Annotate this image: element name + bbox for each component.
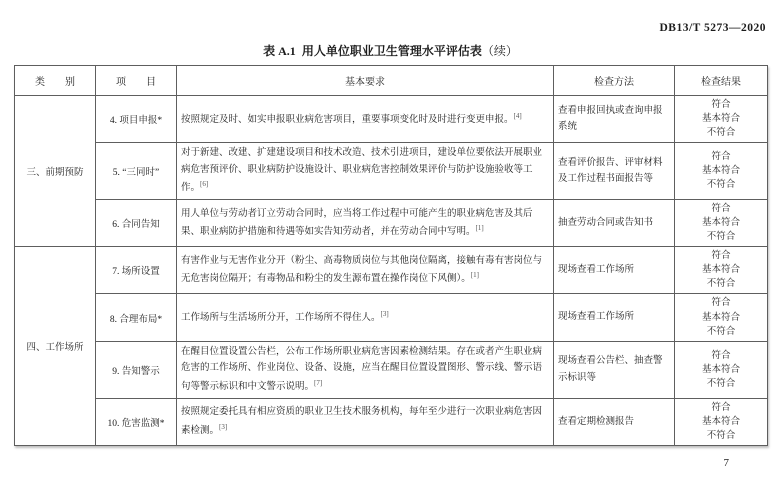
requirement-cell	[177, 341, 554, 398]
requirement-text: 有害作业与无害作业分开（粉尘、高毒物质岗位与其他岗位隔离，接触有毒有害岗位与无危害岗位隔开；有毒物品和粉尘的发生源布置在操作岗位下风侧）。	[181, 255, 543, 285]
method-cell: 查看定期检测报告	[554, 398, 675, 445]
item-cell: 10. 危害监测*	[96, 398, 177, 445]
result-option: 不符合	[706, 378, 736, 389]
page-number: 7	[723, 457, 729, 469]
result-option: 基本符合	[701, 312, 740, 323]
method-cell: 查看申报回执或查询申报系统	[554, 96, 675, 143]
result-cell	[675, 96, 768, 143]
requirement-text: 在醒目位置设置公告栏，公布工作场所职业病危害因素检测结果。存在或者产生职业病危害的工作场所、作业岗位、设备、设施，应当在醒目位置设置图形、警示线、警示语句等警示标识和中文警示说明。	[181, 346, 543, 392]
result-cell	[675, 200, 768, 247]
method-cell: 抽查劳动合同或告知书	[554, 200, 675, 247]
footnote-ref: [7]	[314, 378, 323, 387]
requirement-cell	[177, 247, 554, 294]
table-row	[15, 398, 768, 445]
table-title-suffix: （续）	[481, 44, 518, 58]
requirement-cell	[177, 96, 554, 143]
result-option: 不符合	[706, 430, 736, 441]
item-cell: 4. 项目申报*	[96, 96, 177, 143]
result-option: 符合	[711, 402, 731, 413]
result-option: 基本符合	[701, 166, 740, 177]
result-cell	[675, 341, 768, 398]
result-option: 不符合	[706, 128, 736, 139]
table-row	[15, 247, 768, 294]
requirement-text: 按照规定及时、如实申报职业病危害项目，重要事项变化时及时进行变更申报。	[181, 114, 514, 125]
requirement-cell	[177, 294, 554, 341]
method-cell: 现场查看公告栏、抽查警示标识等	[554, 341, 675, 398]
result-cell	[675, 143, 768, 200]
requirement-cell	[177, 398, 554, 445]
result-cell	[675, 398, 768, 445]
result-option: 符合	[711, 100, 731, 110]
footnote-ref: [4]	[513, 111, 522, 120]
table-header-row	[15, 66, 768, 96]
requirement-cell	[177, 143, 554, 200]
result-option: 符合	[711, 251, 731, 262]
footnote-ref: [6]	[200, 180, 209, 189]
result-option: 不符合	[706, 180, 736, 191]
requirement-cell	[177, 200, 554, 247]
header-category: 类 别	[15, 66, 96, 96]
footnote-ref: [1]	[475, 224, 484, 233]
requirement-text: 工作场所与生活场所分开，工作场所不得住人。	[181, 313, 381, 324]
result-option: 符合	[711, 298, 731, 309]
item-cell: 7. 场所设置	[96, 247, 177, 294]
item-cell: 8. 合理布局*	[96, 294, 177, 341]
table-title-main: 用人单位职业卫生管理水平评估表	[301, 44, 482, 58]
header-requirement: 基本要求	[177, 66, 554, 96]
result-option: 基本符合	[701, 416, 740, 427]
evaluation-table	[14, 65, 768, 446]
table-row	[15, 96, 768, 143]
header-result: 检查结果	[675, 66, 768, 96]
result-option: 基本符合	[701, 114, 740, 125]
result-cell	[675, 247, 768, 294]
result-cell	[675, 294, 768, 341]
item-cell: 6. 合同告知	[96, 200, 177, 247]
result-option: 符合	[711, 350, 731, 361]
requirement-text: 用人单位与劳动者订立劳动合同时，应当将工作过程中可能产生的职业病危害及其后果、职业病防护措施和待遇等如实告知劳动者，并在劳动合同中写明。	[181, 208, 533, 238]
item-cell: 5. “三同时”	[96, 143, 177, 200]
table-row	[15, 294, 768, 341]
table-row	[15, 341, 768, 398]
eval-table-body	[15, 96, 768, 446]
result-option: 不符合	[706, 279, 736, 290]
table-title-label: 表 A.1	[263, 44, 296, 58]
result-option: 基本符合	[701, 364, 740, 375]
method-cell: 现场查看工作场所	[554, 247, 675, 294]
result-option: 不符合	[706, 232, 736, 243]
method-cell: 现场查看工作场所	[554, 294, 675, 341]
result-option: 基本符合	[701, 265, 740, 276]
table-row	[15, 200, 768, 247]
result-option: 不符合	[706, 326, 736, 337]
item-cell: 9. 告知警示	[96, 341, 177, 398]
footnote-ref: [1]	[470, 271, 479, 280]
method-cell: 查看评价报告、评审材料及工作过程书面报告等	[554, 143, 675, 200]
category-cell: 三、前期预防	[15, 96, 96, 247]
standard-number: DB13/T 5273—2020	[659, 22, 766, 34]
result-option: 符合	[711, 152, 731, 163]
requirement-text: 按照规定委托具有相应资质的职业卫生技术服务机构，每年至少进行一次职业病危害因素检测。	[181, 406, 543, 436]
table-title	[0, 42, 781, 59]
footnote-ref: [3]	[380, 310, 389, 319]
footnote-ref: [3]	[219, 422, 228, 431]
header-method: 检查方法	[554, 66, 675, 96]
category-cell: 四、工作场所	[15, 247, 96, 445]
table-row	[15, 143, 768, 200]
requirement-text: 对于新建、改建、扩建建设项目和技术改造、技术引进项目，建设单位要依法开展职业病危害预评价、职业病防护设施设计、职业病危害控制效果评价与防护设施验收等工作。	[181, 148, 543, 194]
header-item: 项 目	[96, 66, 177, 96]
result-option: 基本符合	[701, 218, 740, 229]
result-option: 符合	[711, 204, 731, 215]
